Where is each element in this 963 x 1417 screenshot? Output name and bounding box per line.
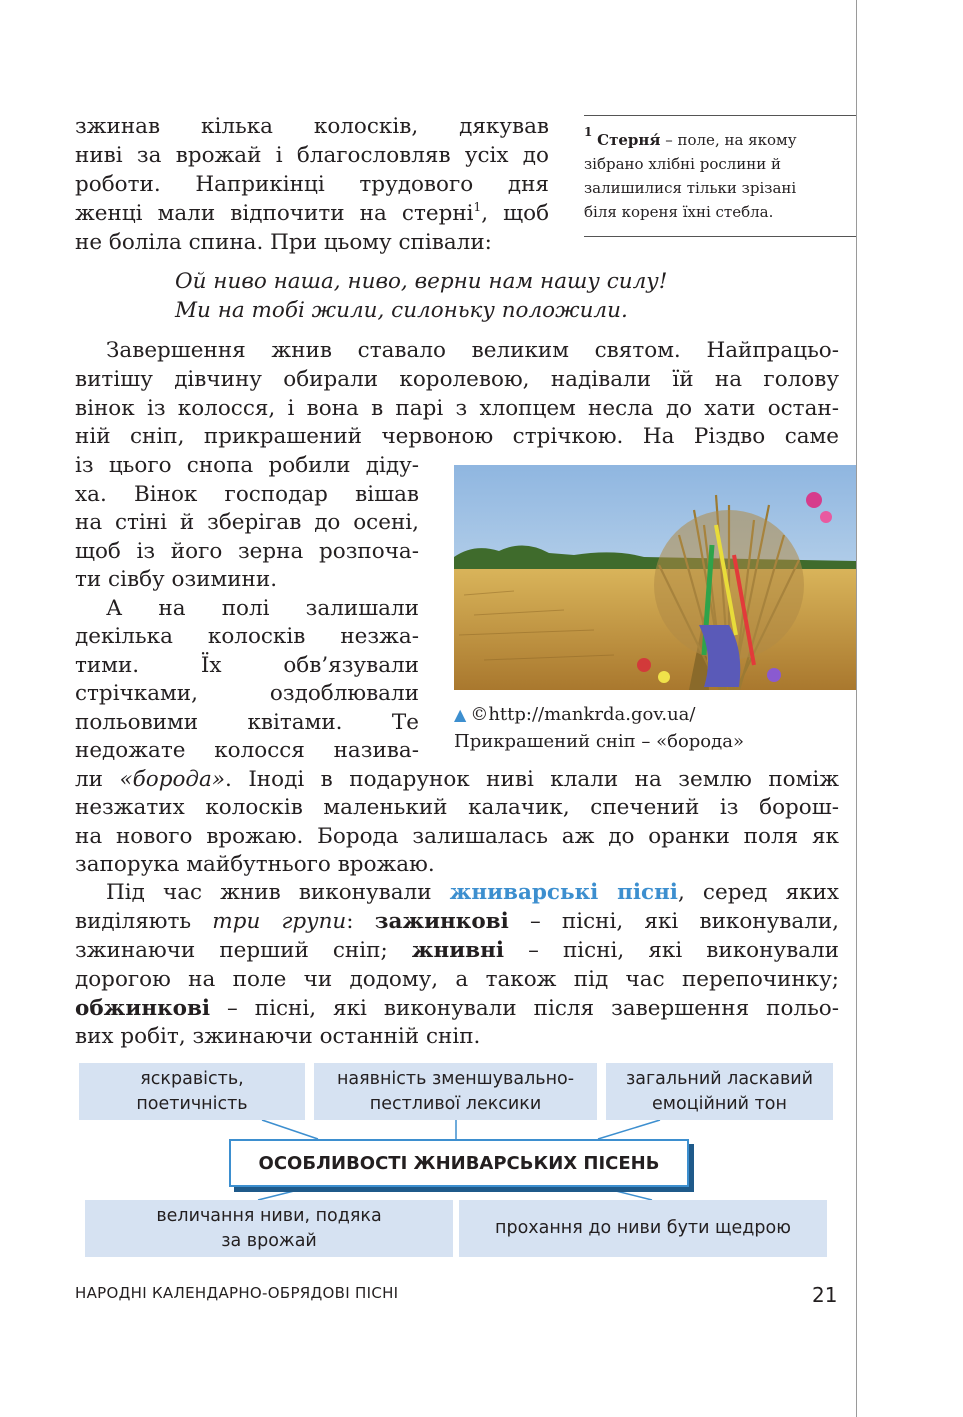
body-line: не боліла спина. При цьому співали: — [75, 230, 492, 255]
body-line: зжинав кілька колосків, дякував — [75, 114, 549, 139]
body-line: ти сівбу озимини. — [75, 567, 278, 592]
body-line: декілька колосків незжа- — [75, 624, 419, 649]
footnote-bottom-rule — [584, 236, 856, 237]
body-line: вих робіт, зжинаючи останній сніп. — [75, 1024, 481, 1049]
verse-line: Ой ниво наша, ниво, верни нам нашу силу! — [175, 269, 668, 294]
footer-section-title: НАРОДНІ КАЛЕНДАРНО-ОБРЯДОВІ ПІСНІ — [75, 1284, 399, 1302]
highlight-term: жниварські пісні — [449, 880, 678, 905]
body-line: А на полі залишали — [106, 596, 419, 621]
footnote-marker: 1 — [473, 200, 482, 214]
page-number: 21 — [812, 1283, 838, 1307]
diagram-title: ОСОБЛИВОСТІ ЖНИВАРСЬКИХ ПІСЕНЬ — [229, 1139, 689, 1187]
footnote: $^1$ Стерня́ – поле, на якому зібрано хлібні рослини й залишилися тільки зрізані біля кореня їхні стебла. — [584, 125, 797, 221]
body-line: недожате колосся назива- — [75, 738, 419, 763]
body-line: зжинаючи перший сніп; жнивні – пісні, які виконували — [75, 938, 839, 963]
footnote-top-rule — [584, 115, 856, 116]
page-edge-line — [856, 0, 857, 1417]
body-line: на нового врожаю. Борода залишалась аж до оранки поля як — [75, 824, 839, 849]
verse-line: Ми на тобі жили, силоньку положили. — [175, 298, 628, 323]
feature-box-diminutive-lexicon: наявність зменшувально- пестливої лексики — [314, 1063, 597, 1120]
body-line: обжинкові – пісні, які виконували після завершення польо- — [75, 996, 839, 1021]
feature-box-request: прохання до ниви бути щедрою — [459, 1200, 827, 1257]
feature-box-glorification: величання ниви, подяка за врожай — [85, 1200, 453, 1257]
body-line: щоб із його зерна розпоча- — [75, 539, 419, 564]
footnote-term: Стерня́ — [597, 131, 661, 149]
body-line: виділяють три групи: зажинкові – пісні, які виконували, — [75, 909, 840, 934]
body-line: ниві за врожай і благословляв усіх до — [75, 143, 549, 168]
body-line: ха. Вінок господар вішав — [75, 482, 419, 507]
feature-box-tender-tone: загальний ласкавий емоційний тон — [606, 1063, 833, 1120]
body-line: роботи. Наприкінці трудового дня — [75, 172, 549, 197]
triangle-marker-icon: ▲ — [454, 705, 467, 724]
body-line: ній сніп, прикрашений червоною стрічкою. На Різдво саме — [75, 424, 839, 449]
body-line: Завершення жнив ставало великим святом. Найпрацьо- — [106, 338, 839, 363]
body-line: женці мали відпочити на стерні$^1$, щоб — [75, 200, 550, 226]
body-line: вінок із колосся, і вона в парі з хлопцем несла до хати остан- — [75, 396, 839, 421]
body-line: незжатих колосків маленький калачик, спечений із борош- — [75, 795, 839, 820]
decorated-sheaf-photo — [454, 465, 856, 690]
photo-caption: ▲ ©http://mankrda.gov.ua/ Прикрашений сніп – «борода» — [454, 704, 744, 752]
body-line: на стіні й зберігав до осені, — [75, 510, 419, 535]
body-line: запорука майбутнього врожаю. — [75, 852, 435, 877]
body-line: стрічками, оздоблювали — [75, 681, 419, 706]
body-line: ли «борода». Іноді в подарунок ниві клали на землю поміж — [75, 767, 839, 792]
photo-source[interactable]: ©http://mankrda.gov.ua/ — [470, 704, 696, 725]
body-line: витішу дівчину обирали королевою, надівали їй на голову — [75, 367, 839, 392]
photo-illustration — [454, 465, 856, 690]
body-line: дорогою на поле чи додому, а також під час перепочинку; — [75, 967, 839, 992]
body-line: тими. Їх обв’язували — [75, 653, 419, 678]
body-line: із цього снопа робили діду- — [75, 453, 419, 478]
feature-box-brightness: яскравість, поетичність — [79, 1063, 305, 1120]
body-line: Під час жнив виконували жниварські пісні, серед яких — [106, 880, 839, 905]
body-line: польовими квітами. Те — [75, 710, 419, 735]
